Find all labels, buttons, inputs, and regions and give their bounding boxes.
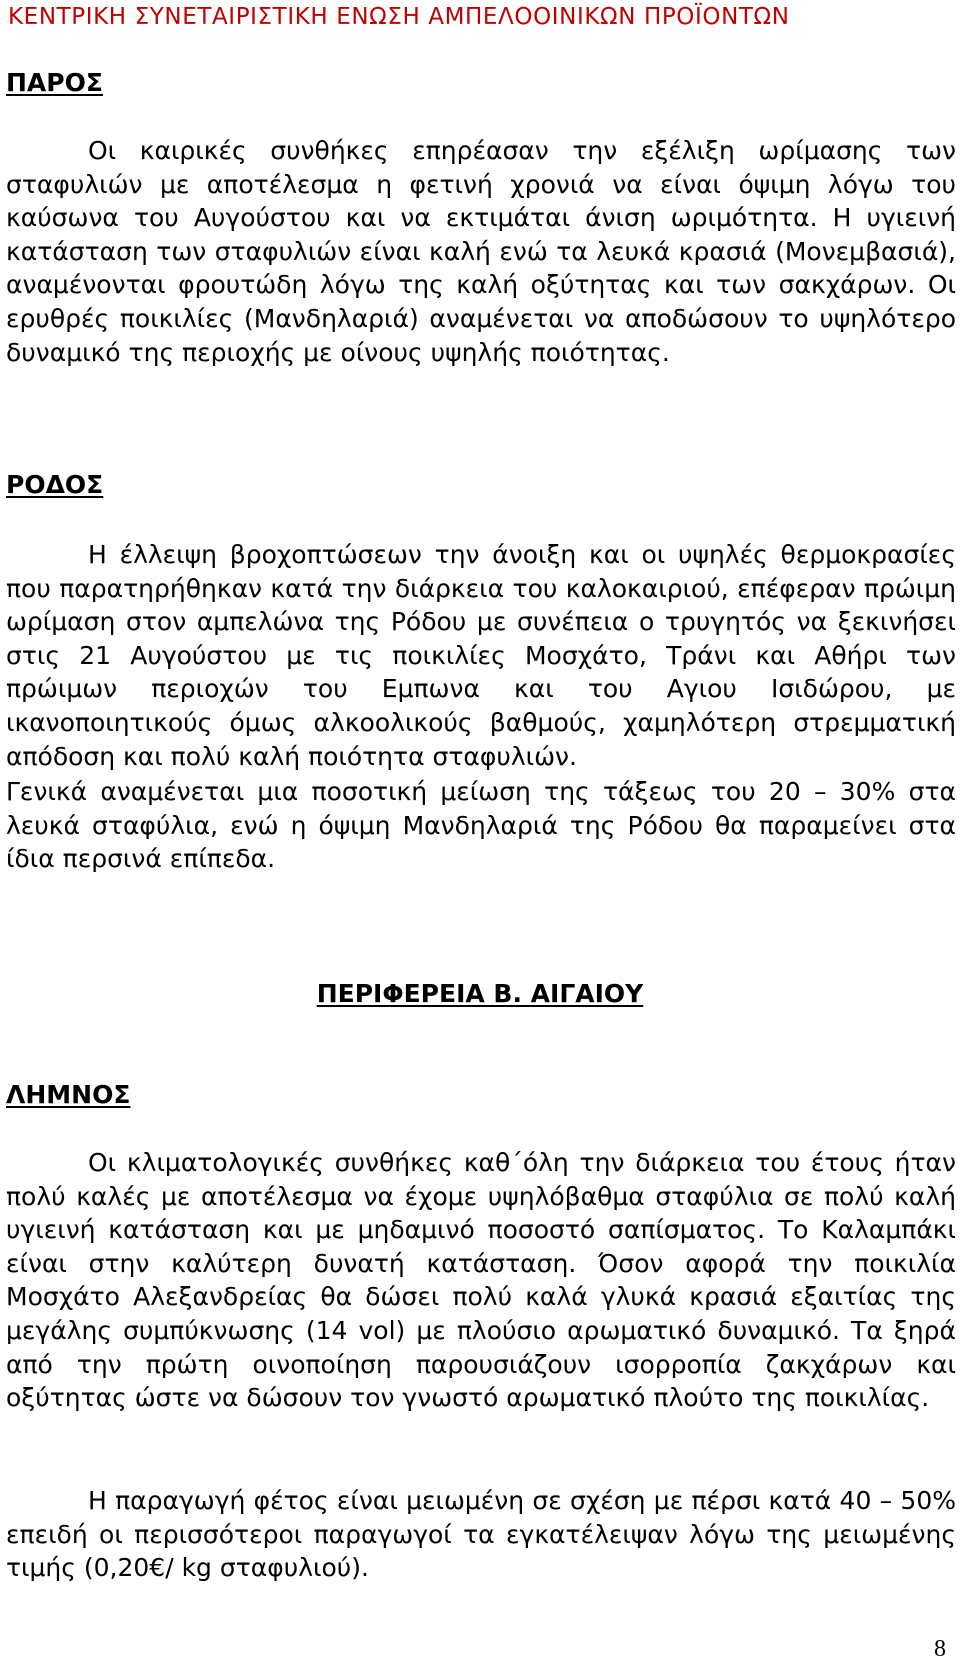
- region-heading-north-aegean: ΠΕΡΙΦΕΡΕΙΑ Β. ΑΙΓΑΙΟΥ: [316, 979, 644, 1008]
- paros-paragraph: Οι καιρικές συνθήκες επηρέασαν την εξέλιξη ωρίμασης των σταφυλιών με αποτέλεσμα η φετινή χρονιά να είναι όψιμη λόγω του καύσωνα του Αυγούστου και να εκτιμάται άνιση ωριμότητα. Η υγιεινή κατάσταση των σταφυλιών είναι καλή ενώ τα λευκά κρασιά (Μονεμβασιά), αναμένονται φρουτώδη λόγω της καλή οξύτητας και των σακχάρων. Οι ερυθρές ποικιλίες (Μανδηλαριά) αναμένεται να αποδώσουν το υψηλότερο δυναμικό της περιοχής με οίνους υψηλής ποιότητας.: [6, 136, 956, 367]
- limnos-paragraph-2: Η παραγωγή φέτος είναι μειωμένη σε σχέση με πέρσι κατά 40 – 50% επειδή οι περισσότεροι παραγωγοί τα εγκατέλειψαν λόγω της μειωμένης τιμής (0,20€/ kg σταφυλιού).: [6, 1486, 956, 1583]
- document-header-title: ΚΕΝΤΡΙΚΗ ΣΥΝΕΤΑΙΡΙΣΤΙΚΗ ΕΝΩΣΗ ΑΜΠΕΛΟΟΙΝΙΚΩΝ ΠΡΟΪΟΝΤΩΝ: [8, 4, 790, 30]
- rodos-paragraph-2: Γενικά αναμένεται μια ποσοτική μείωση της τάξεως του 20 – 30% στα λευκά σταφύλια, ενώ η όψιμη Μανδηλαριά της Ρόδου θα παραμείνει στα ίδια περσινά επίπεδα.: [6, 777, 956, 874]
- limnos-paragraph-1: Οι κλιματολογικές συνθήκες καθ΄όλη την διάρκεια του έτους ήταν πολύ καλές με αποτέλεσμα να έχομε υψηλόβαθμα σταφύλια σε πολύ καλή υγιεινή κατάσταση και με μηδαμινό ποσοστό σαπίσματος. Το Καλαμπάκι είναι στην καλύτερη δυνατή κατάσταση. Όσον αφορά την ποικιλία Μοσχάτο Αλεξανδρείας θα δώσει πολύ καλά γλυκά κρασιά εξαιτίας της μεγάλης συμπύκνωσης (14 vol) με πλούσιο αρωματικό δυναμικό. Τα ξηρά από την πρώτη οινοποίηση παρουσιάζουν ισορροπία ζακχάρων και οξύτητας ώστε να δώσουν τον γνωστό αρωματικό πλούτο της ποικιλίας.: [6, 1148, 956, 1413]
- section-heading-paros: ΠΑΡΟΣ: [6, 68, 103, 97]
- section-heading-limnos: ΛΗΜΝΟΣ: [6, 1080, 131, 1109]
- page-number: 8: [934, 1636, 946, 1662]
- section-heading-rodos: ΡΟΔΟΣ: [6, 470, 104, 499]
- rodos-paragraph-1: Η έλλειψη βροχοπτώσεων την άνοιξη και οι υψηλές θερμοκρασίες που παρατηρήθηκαν κατά την διάρκεια του καλοκαιριού, επέφεραν πρώιμη ωρίμαση στον αμπελώνα της Ρόδου με συνέπεια ο τρυγητός να ξεκινήσει στις 21 Αυγούστου με τις ποικιλίες Μοσχάτο, Τράνι και Αθήρι των πρώιμων περιοχών του Εμπωνα και του Αγιου Ισιδώρου, με ικανοποιητικούς όμως αλκοολικούς βαθμούς, χαμηλότερη στρεμματική απόδοση και πολύ καλή ποιότητα σταφυλιών.: [6, 540, 956, 771]
